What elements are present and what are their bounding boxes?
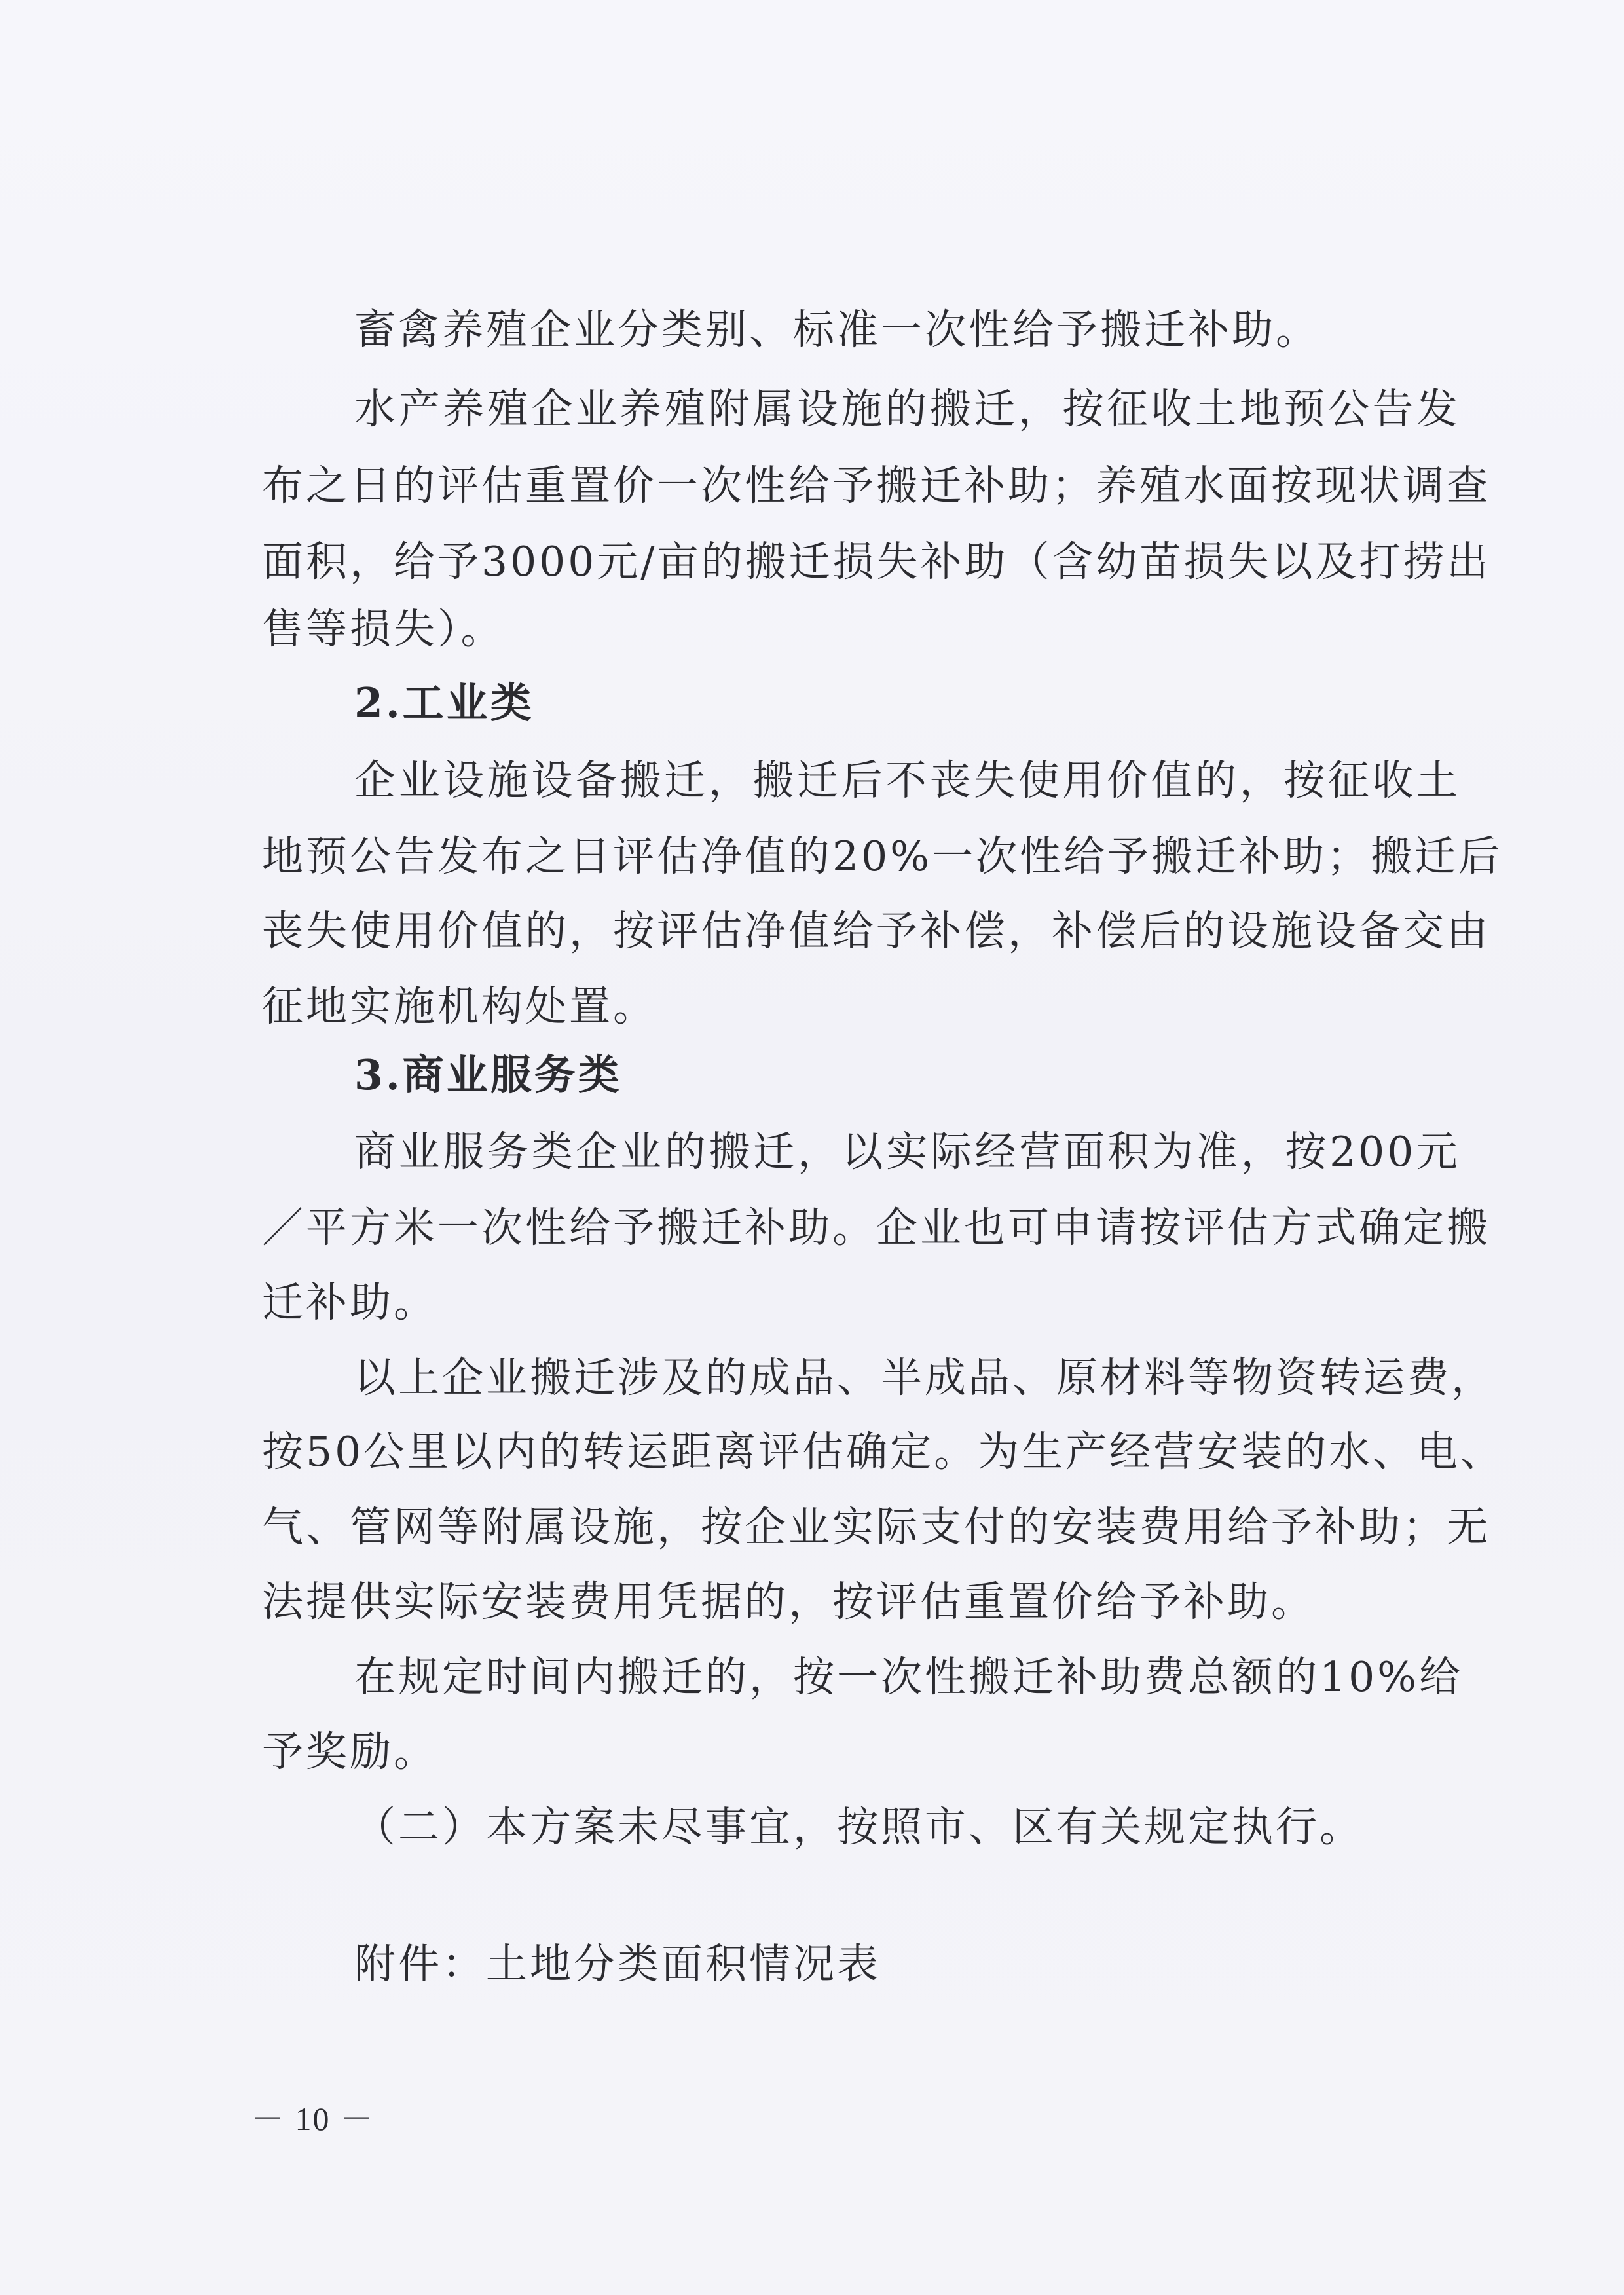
attachment-line: 附件：土地分类面积情况表 <box>354 1940 881 1988</box>
paragraph-line: 地预公告发布之日评估净值的20%一次性给予搬迁补助；搬迁后 <box>262 832 1503 880</box>
paragraph-line: （二）本方案未尽事宜，按照市、区有关规定执行。 <box>354 1803 1363 1851</box>
paragraph-line: 丧失使用价值的，按评估净值给予补偿，补偿后的设施设备交由 <box>262 907 1490 955</box>
section-heading-commercial: 3.商业服务类 <box>354 1051 622 1099</box>
paragraph-line: 气、管网等附属设施，按企业实际支付的安装费用给予补助；无 <box>262 1503 1490 1551</box>
paragraph-line: 按50公里以内的转运距离评估确定。为生产经营安装的水、电、 <box>262 1428 1505 1476</box>
paragraph-line: 征地实施机构处置。 <box>262 982 657 1030</box>
paragraph-line: 迁补助。 <box>262 1278 437 1326</box>
paragraph-line: 布之日的评估重置价一次性给予搬迁补助；养殖水面按现状调查 <box>262 462 1490 510</box>
paragraph-line: 面积，给予3000元/亩的搬迁损失补助（含幼苗损失以及打捞出 <box>262 538 1491 586</box>
paragraph-line: 予奖励。 <box>262 1728 437 1776</box>
section-heading-industrial: 2.工业类 <box>354 679 534 727</box>
paragraph-line: 企业设施设备搬迁，搬迁后不丧失使用价值的，按征收土 <box>354 756 1460 804</box>
page-number: － 10 － <box>251 2100 374 2137</box>
paragraph-line: 水产养殖企业养殖附属设施的搬迁，按征收土地预公告发 <box>354 385 1460 433</box>
paragraph-line: 法提供实际安装费用凭据的，按评估重置价给予补助。 <box>262 1578 1315 1626</box>
paragraph-line: ／平方米一次性给予搬迁补助。企业也可申请按评估方式确定搬 <box>262 1204 1490 1252</box>
paragraph-line: 商业服务类企业的搬迁，以实际经营面积为准，按200元 <box>354 1128 1460 1176</box>
paragraph-line: 在规定时间内搬迁的，按一次性搬迁补助费总额的10%给 <box>354 1653 1464 1701</box>
paragraph-line: 售等损失）。 <box>262 605 505 653</box>
paragraph-line: 以上企业搬迁涉及的成品、半成品、原材料等物资转运费， <box>354 1354 1495 1402</box>
paragraph-line: 畜禽养殖企业分类别、标准一次性给予搬迁补助。 <box>354 306 1320 354</box>
